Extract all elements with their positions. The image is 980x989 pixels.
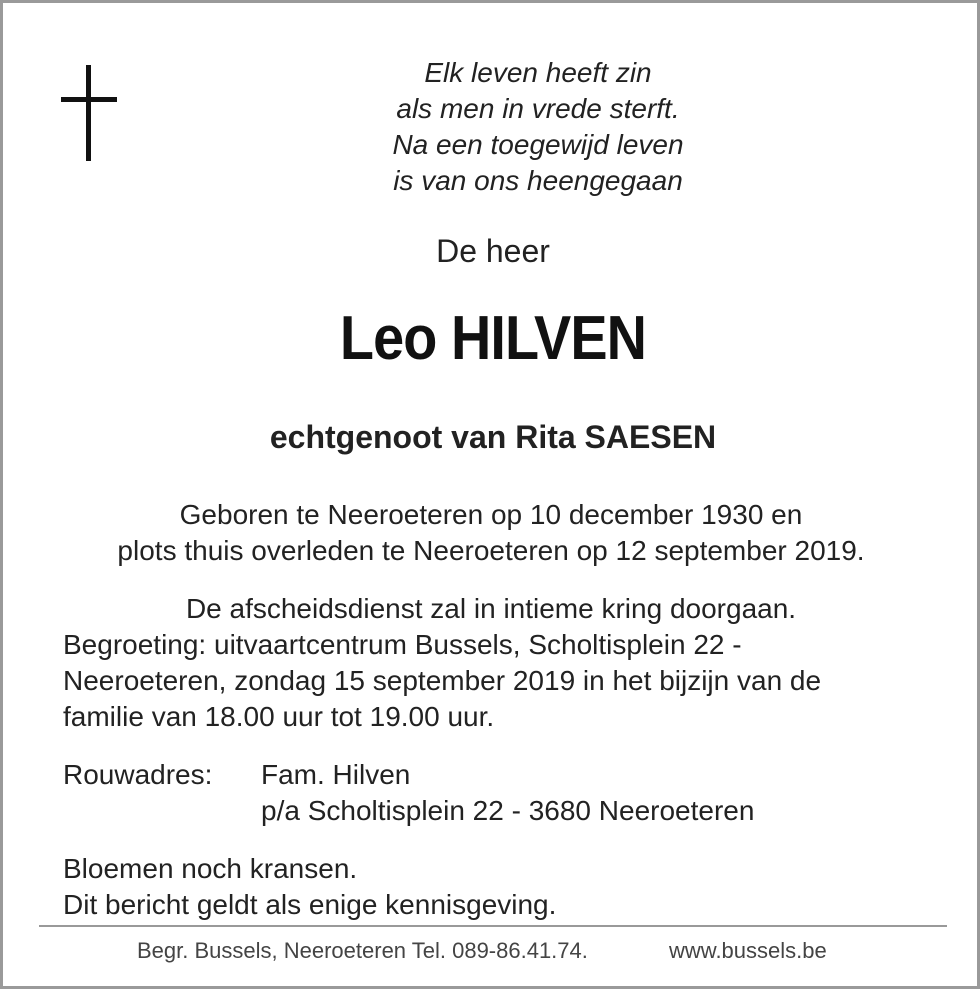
birth-line: Geboren te Neeroeteren op 10 december 1930 en	[179, 499, 803, 530]
address-line-1: Fam. Hilven	[261, 759, 411, 790]
address-line-2: p/a Scholtisplein 22 - 3680 Neeroeteren	[261, 795, 755, 826]
address-label: Rouwadres:	[63, 759, 213, 790]
service-line: familie van 18.00 uur tot 19.00 uur.	[63, 701, 495, 732]
poem	[333, 55, 743, 199]
mourning-address	[63, 757, 923, 829]
service-line: Begroeting: uitvaartcentrum Bussels, Scholtisplein 22 -	[63, 629, 742, 660]
closing-line: Bloemen noch kransen.	[63, 853, 358, 884]
death-line: plots thuis overleden te Neeroeteren op 12 september 2019.	[117, 535, 865, 566]
deceased-name: Leo HILVEN	[339, 304, 647, 373]
poem-line: Elk leven heeft zin	[424, 57, 652, 88]
salutation: De heer	[436, 233, 550, 269]
birth-death-paragraph	[3, 497, 979, 569]
footer-divider	[39, 925, 947, 927]
spouse-line: echtgenoot van Rita SAESEN	[269, 419, 717, 455]
website-link[interactable]: www.bussels.be	[669, 938, 827, 963]
poem-line: is van ons heengegaan	[393, 165, 683, 196]
latin-cross-icon	[61, 65, 117, 163]
service-line: Neeroeteren, zondag 15 september 2019 in het bijzijn van de	[63, 665, 822, 696]
closing-paragraph	[63, 851, 923, 923]
poem-line: Na een toegewijd leven	[392, 129, 684, 160]
poem-line: als men in vrede sterft.	[396, 93, 680, 124]
undertaker-contact: Begr. Bussels, Neeroeteren Tel. 089-86.41.74.	[137, 938, 588, 963]
service-paragraph	[63, 591, 923, 735]
closing-line: Dit bericht geldt als enige kennisgeving.	[63, 889, 557, 920]
service-line: De afscheidsdienst zal in intieme kring doorgaan.	[185, 593, 797, 624]
